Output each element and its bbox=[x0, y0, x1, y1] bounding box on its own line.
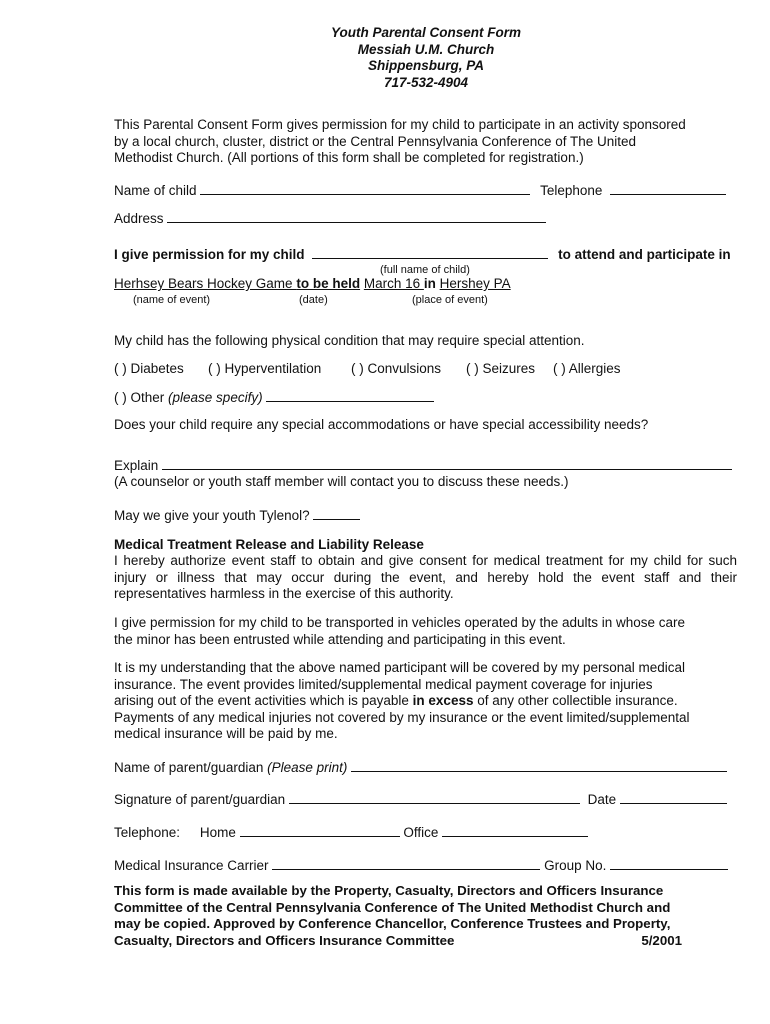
church-name: Messiah U.M. Church bbox=[357, 41, 495, 57]
release-heading: Medical Treatment Release and Liability Release bbox=[114, 537, 424, 552]
event-place-value[interactable]: Hershey PA bbox=[439, 276, 511, 291]
signature-date-label: Date bbox=[587, 792, 617, 807]
footer-line: Committee of the Central Pennsylvania Conference of The United Methodist Church and bbox=[114, 899, 671, 915]
form-header bbox=[0, 25, 770, 91]
intro-line: by a local church, cluster, district or the Central Pennsylvania Conference of The United bbox=[114, 133, 637, 149]
checkbox-other[interactable]: ( ) Other bbox=[114, 390, 165, 405]
insurance-text: arising out of the event activities which is payable bbox=[114, 693, 413, 708]
footer-last-line bbox=[114, 933, 714, 950]
to-be-held-text: to be held bbox=[296, 276, 361, 291]
carrier-label: Medical Insurance Carrier bbox=[114, 858, 269, 873]
permission-lead: I give permission for my child bbox=[114, 247, 305, 262]
date-caption: (date) bbox=[299, 294, 328, 306]
child-name-label: Name of child bbox=[114, 183, 197, 198]
parent-telephone-label: Telephone: bbox=[114, 825, 181, 840]
insurance-line: Payments of any medical injuries not covered by my insurance or the event limited/supplemental bbox=[114, 709, 690, 725]
insurance-line: insurance. The event provides limited/supplemental medical payment coverage for injuries bbox=[114, 676, 653, 692]
signature-label: Signature of parent/guardian bbox=[114, 792, 286, 807]
parent-telephone-row bbox=[114, 824, 588, 841]
condition-intro: My child has the following physical condition that may require special attention. bbox=[114, 333, 585, 348]
tylenol-question: May we give your youth Tylenol? bbox=[114, 508, 310, 523]
accommodations-question: Does your child require any special accommodations or have special accessibility needs? bbox=[114, 417, 649, 432]
permission-tail: to attend and participate in bbox=[558, 247, 731, 262]
tylenol-answer-field[interactable] bbox=[313, 507, 360, 520]
form-title: Youth Parental Consent Form bbox=[330, 25, 521, 40]
in-excess-text: in excess bbox=[412, 693, 474, 708]
parent-name-row bbox=[114, 759, 727, 776]
event-row bbox=[114, 276, 511, 292]
address-field[interactable] bbox=[167, 210, 546, 223]
insurance-line bbox=[114, 693, 690, 710]
checkbox-hyperventilation[interactable]: ( ) Hyperventilation bbox=[208, 361, 322, 376]
intro-paragraph bbox=[114, 117, 686, 167]
parent-name-label: Name of parent/guardian bbox=[114, 760, 264, 775]
intro-line: Methodist Church. (All portions of this form shall be completed for registration.) bbox=[114, 150, 584, 165]
footer-notice bbox=[114, 883, 714, 949]
church-location: Shippensburg, PA bbox=[367, 58, 484, 73]
insurance-line: It is my understanding that the above named participant will be covered by my personal medical bbox=[114, 660, 686, 675]
event-date-value[interactable]: March 16 bbox=[363, 276, 424, 291]
explain-row bbox=[114, 457, 732, 474]
transport-paragraph bbox=[114, 615, 685, 648]
parent-name-field[interactable] bbox=[351, 759, 727, 772]
permission-row bbox=[114, 246, 731, 263]
group-number-label: Group No. bbox=[544, 858, 607, 873]
child-telephone-field[interactable] bbox=[610, 182, 726, 195]
intro-line: This Parental Consent Form gives permission for my child to participate in an activity sponsored bbox=[114, 117, 686, 132]
footer-line: This form is made available by the Property, Casualty, Directors and Officers Insurance bbox=[114, 883, 664, 898]
child-full-name-field[interactable] bbox=[312, 246, 548, 259]
transport-line: I give permission for my child to be transported in vehicles operated by the adults in whose care bbox=[114, 615, 686, 630]
office-phone-label: Office bbox=[403, 825, 439, 840]
footer-date: 5/2001 bbox=[641, 932, 682, 948]
counselor-note: (A counselor or youth staff member will contact you to discuss these needs.) bbox=[114, 474, 569, 489]
in-word: in bbox=[423, 276, 436, 291]
child-telephone-label: Telephone bbox=[540, 183, 603, 198]
address-row bbox=[114, 210, 546, 227]
parent-name-hint: (Please print) bbox=[267, 760, 348, 775]
signature-field[interactable] bbox=[289, 791, 580, 804]
other-condition-field[interactable] bbox=[266, 389, 434, 402]
event-caption: (name of event) bbox=[133, 294, 211, 306]
insurance-carrier-row bbox=[114, 857, 728, 874]
home-phone-field[interactable] bbox=[240, 824, 400, 837]
signature-date-field[interactable] bbox=[620, 791, 727, 804]
child-name-field[interactable] bbox=[200, 182, 530, 195]
event-name-value[interactable]: Herhsey Bears Hockey Game bbox=[114, 276, 297, 291]
explain-label: Explain bbox=[114, 458, 159, 473]
insurance-line: medical insurance will be paid by me. bbox=[114, 726, 338, 741]
checkbox-diabetes[interactable]: ( ) Diabetes bbox=[114, 361, 184, 376]
child-name-row bbox=[114, 182, 726, 199]
place-caption: (place of event) bbox=[412, 294, 488, 306]
checkbox-convulsions[interactable]: ( ) Convulsions bbox=[351, 361, 442, 376]
signature-row bbox=[114, 791, 727, 808]
checkbox-seizures[interactable]: ( ) Seizures bbox=[466, 361, 536, 376]
other-condition-row bbox=[114, 389, 434, 406]
other-hint: (please specify) bbox=[168, 390, 263, 405]
full-name-caption: (full name of child) bbox=[380, 264, 470, 276]
explain-field[interactable] bbox=[162, 457, 732, 470]
transport-line: the minor has been entrusted while attending and participating in this event. bbox=[114, 631, 566, 647]
insurance-paragraph bbox=[114, 660, 690, 743]
footer-line: Casualty, Directors and Officers Insurance Committee bbox=[114, 932, 455, 948]
church-phone: 717-532-4904 bbox=[383, 74, 469, 90]
carrier-field[interactable] bbox=[272, 857, 540, 870]
release-body: I hereby authorize event staff to obtain and give consent for medical treatment for my child for such injury or illness that may occur during the event, and hereby hold the event staff and their representatives harmless in the exercise of this authority. bbox=[114, 553, 737, 601]
tylenol-row bbox=[114, 507, 360, 524]
address-label: Address bbox=[114, 211, 164, 226]
home-phone-label: Home bbox=[199, 825, 236, 840]
office-phone-field[interactable] bbox=[442, 824, 588, 837]
group-number-field[interactable] bbox=[610, 857, 728, 870]
footer-line: may be copied. Approved by Conference Chancellor, Conference Trustees and Property, bbox=[114, 916, 671, 931]
insurance-text: of any other collectible insurance. bbox=[473, 693, 678, 708]
checkbox-allergies[interactable]: ( ) Allergies bbox=[553, 361, 621, 376]
